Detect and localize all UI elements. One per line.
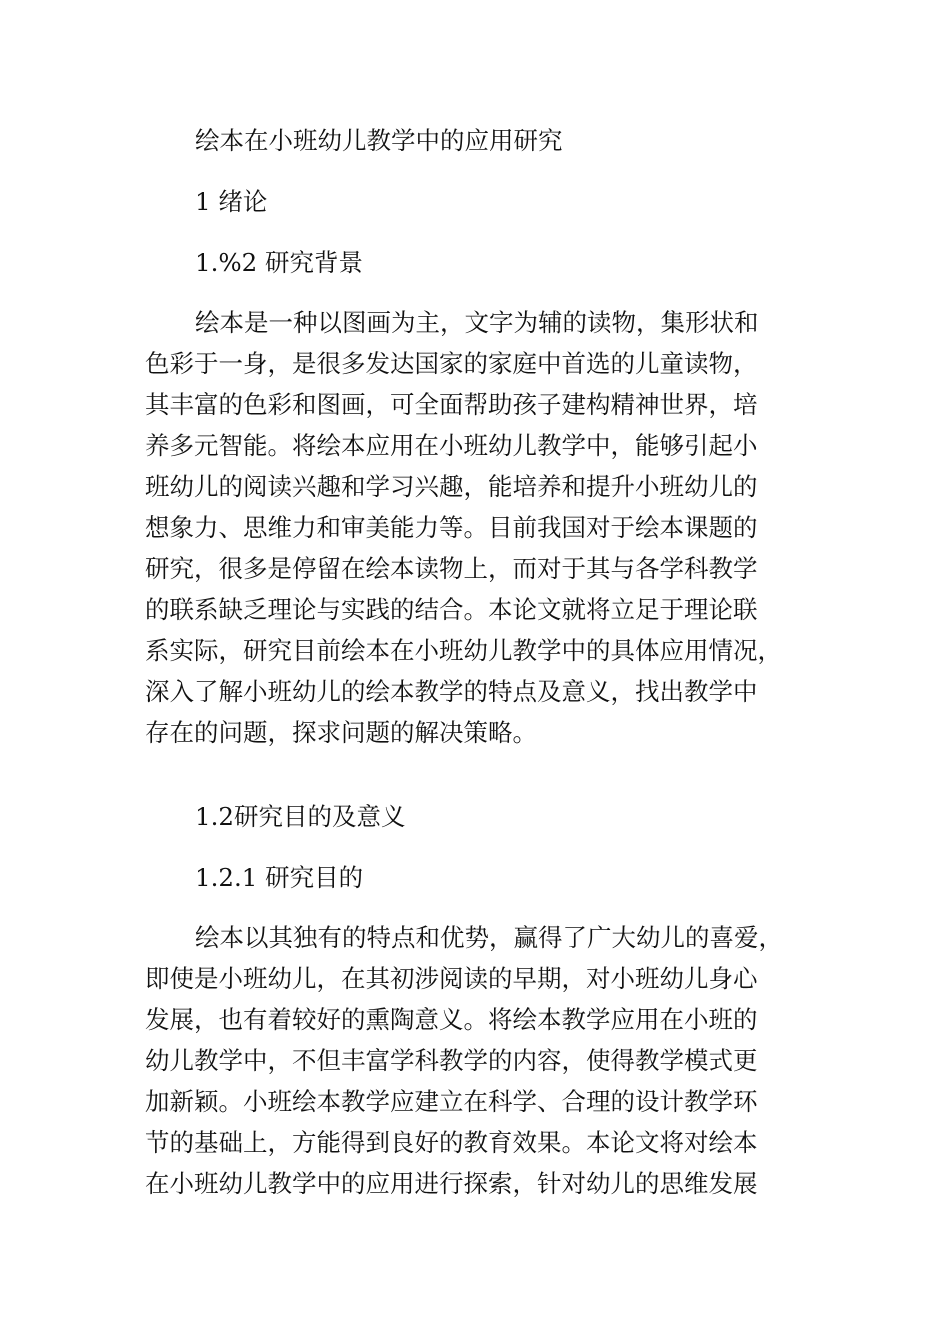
paragraph-line: 养多元智能。将绘本应用在小班幼儿教学中，能够引起小 bbox=[145, 431, 758, 460]
section-heading-1-2: 1.2研究目的及意义 bbox=[195, 802, 406, 831]
paragraph-line: 其丰富的色彩和图画，可全面帮助孩子建构精神世界，培 bbox=[145, 390, 758, 419]
document-title: 绘本在小班幼儿教学中的应用研究 bbox=[195, 126, 563, 155]
paragraph-line: 加新颖。小班绘本教学应建立在科学、合理的设计教学环 bbox=[145, 1087, 758, 1116]
paragraph-line: 节的基础上，方能得到良好的教育效果。本论文将对绘本 bbox=[145, 1128, 758, 1157]
paragraph-line: 系实际，研究目前绘本在小班幼儿教学中的具体应用情况， bbox=[145, 636, 782, 665]
paragraph-line: 在小班幼儿教学中的应用进行探索，针对幼儿的思维发展 bbox=[145, 1169, 758, 1198]
section-heading-1-2-1: 1.2.1 研究目的 bbox=[195, 863, 364, 892]
paragraph-line: 的联系缺乏理论与实践的结合。本论文就将立足于理论联 bbox=[145, 595, 758, 624]
paragraph-line: 幼儿教学中，不但丰富学科教学的内容，使得教学模式更 bbox=[145, 1046, 758, 1075]
section-heading-1-1: 1.%2 研究背景 bbox=[195, 248, 364, 277]
section-heading-1: 1 绪论 bbox=[195, 187, 268, 216]
paragraph-line: 绘本以其独有的特点和优势，赢得了广大幼儿的喜爱， bbox=[195, 923, 783, 952]
paragraph-line: 色彩于一身，是很多发达国家的家庭中首选的儿童读物， bbox=[145, 349, 758, 378]
paragraph-line: 班幼儿的阅读兴趣和学习兴趣，能培养和提升小班幼儿的 bbox=[145, 472, 758, 501]
paragraph-line: 即使是小班幼儿，在其初涉阅读的早期，对小班幼儿身心 bbox=[145, 964, 758, 993]
paragraph-line: 深入了解小班幼儿的绘本教学的特点及意义，找出教学中 bbox=[145, 677, 758, 706]
paragraph-line: 研究，很多是停留在绘本读物上，而对于其与各学科教学 bbox=[145, 554, 758, 583]
paragraph-line: 想象力、思维力和审美能力等。目前我国对于绘本课题的 bbox=[145, 513, 758, 542]
paragraph-line: 绘本是一种以图画为主，文字为辅的读物，集形状和 bbox=[195, 308, 759, 337]
paragraph-line: 存在的问题，探求问题的解决策略。 bbox=[145, 718, 537, 747]
paragraph-line: 发展，也有着较好的熏陶意义。将绘本教学应用在小班的 bbox=[145, 1005, 758, 1034]
